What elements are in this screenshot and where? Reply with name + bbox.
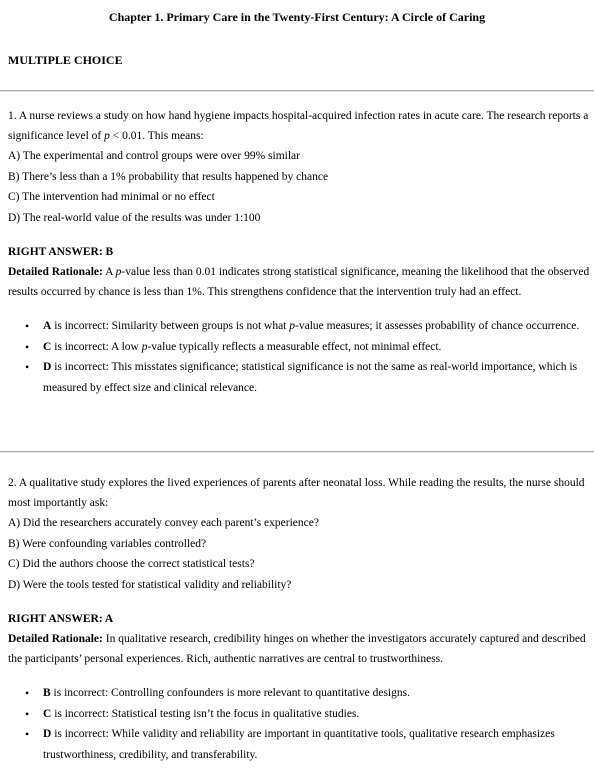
explanation-text: is incorrect: Statistical testing isn’t the focus in qualitative studies. (51, 707, 360, 720)
explanation-text-end: -value measures; it assesses probability of chance occurrence. (295, 320, 580, 332)
rationale-label: Detailed Rationale: (8, 266, 103, 278)
bullet-icon: • (25, 706, 30, 721)
explanation-item (8, 337, 590, 358)
answer-options (8, 146, 590, 228)
bullet-icon: • (25, 319, 30, 333)
divider (0, 451, 594, 453)
explanation-letter: D (43, 361, 52, 373)
rationale (8, 262, 590, 302)
rationale-text: In qualitative research, credibility hinges on whether the investigators accurately captured and described the participants’ personal experiences. Rich, authentic narratives are central to trustworthiness. (8, 633, 586, 665)
question-1 (8, 106, 590, 398)
right-answer: RIGHT ANSWER: A (8, 613, 114, 625)
option-c: C) The intervention had minimal or no effect (8, 191, 215, 203)
option-b: B) There’s less than a 1% probability that results happened by chance (8, 170, 329, 183)
question-stem (8, 106, 590, 146)
section-heading: MULTIPLE CHOICE (8, 53, 123, 67)
explanation-variable: p (289, 320, 296, 332)
explanation-item (8, 704, 590, 725)
stem-variable: p (104, 130, 110, 142)
explanation-item (8, 357, 590, 398)
explanation-item (8, 724, 590, 765)
rationale (8, 629, 590, 669)
bullet-icon: • (25, 686, 30, 700)
option-b: B) Were confounding variables controlled? (8, 537, 207, 550)
explanation-letter: B (43, 687, 51, 699)
option-d: D) Were the tools tested for statistical validity and reliability? (8, 578, 292, 591)
bullet-icon: • (25, 360, 30, 374)
stem-text: 2. A qualitative study explores the lived experiences of parents after neonatal loss. While reading the results, the nurse should most importantly ask: (8, 477, 585, 509)
rationale-text-end: -value less than 0.01 indicates strong statistical significance, meaning the likelihood that the observed results occurred by chance is less than 1%. This strengthens confidence that the intervention truly had an effect. (8, 266, 590, 298)
explanation-text-end: -value typically reflects a measurable effect, not minimal effect. (147, 340, 442, 353)
bullet-icon: • (25, 339, 30, 354)
right-answer: RIGHT ANSWER: B (8, 246, 114, 258)
stem-text: 1. A nurse reviews a study on how hand hygiene impacts hospital-acquired infection rates in acute care. The research reports a significance level of (8, 110, 589, 142)
option-a: A) The experimental and control groups were over 99% similar (8, 150, 300, 162)
explanation-list (8, 683, 590, 765)
explanation-text: is incorrect: This misstates significance; statistical significance is not the same as real-world importance, which is measured by effect size and clinical relevance. (43, 361, 578, 394)
explanation-item (8, 683, 590, 704)
rationale-label: Detailed Rationale: (8, 633, 103, 645)
explanation-list (8, 316, 590, 398)
option-a: A) Did the researchers accurately convey each parent’s experience? (8, 517, 319, 529)
explanation-text: is incorrect: While validity and reliability are important in quantitative tools, qualitative research emphasizes trustworthiness, credibility, and transferability. (43, 728, 555, 761)
explanation-letter: A (43, 320, 52, 332)
bullet-icon: • (25, 727, 30, 741)
stem-text-end: < 0.01. This means: (109, 130, 204, 142)
explanation-item (8, 316, 590, 337)
explanation-text: is incorrect: A low (51, 340, 142, 353)
explanation-letter: C (43, 340, 52, 353)
explanation-letter: C (43, 707, 52, 720)
explanation-text: is incorrect: Controlling confounders is more relevant to quantitative designs. (50, 687, 410, 699)
question-2 (8, 473, 590, 765)
chapter-title: Chapter 1. Primary Care in the Twenty-First Century: A Circle of Caring (108, 10, 486, 24)
rationale-text: A (102, 266, 116, 278)
rationale-variable: p (115, 266, 122, 278)
answer-options (8, 513, 590, 595)
divider (0, 90, 594, 92)
explanation-text: is incorrect: Similarity between groups is not what (51, 320, 290, 332)
question-stem (8, 473, 590, 513)
explanation-variable: p (141, 340, 148, 353)
option-c: C) Did the authors choose the correct statistical tests? (8, 558, 255, 570)
option-d: D) The real-world value of the results was under 1:100 (8, 211, 261, 224)
explanation-letter: D (43, 728, 52, 740)
